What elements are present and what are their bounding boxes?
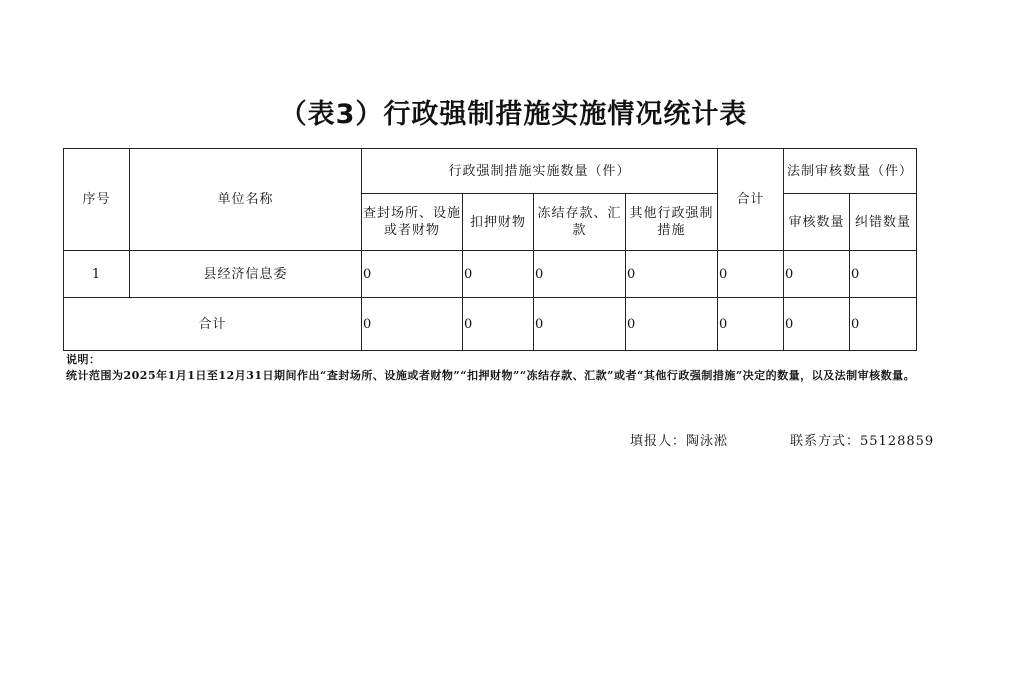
total-other: 0	[626, 298, 718, 351]
header-seal: 查封场所、设施或者财物	[362, 194, 463, 251]
header-unit-name: 单位名称	[130, 149, 362, 251]
cell-correction-count: 0	[850, 251, 917, 298]
statistics-table	[63, 148, 917, 351]
table-row	[64, 251, 917, 298]
contact-info: 联系方式：55128859	[790, 434, 935, 449]
cell-seq: 1	[64, 251, 130, 298]
header-row-1	[64, 149, 917, 194]
cell-seal: 0	[362, 251, 463, 298]
reporter: 填报人：陶泳淞	[630, 434, 729, 449]
cell-detain: 0	[463, 251, 534, 298]
total-detain: 0	[463, 298, 534, 351]
cell-total: 0	[718, 251, 784, 298]
header-detain: 扣押财物	[463, 194, 534, 251]
page-title: （表3）行政强制措施实施情况统计表	[279, 99, 748, 130]
cell-unit-name: 县经济信息委	[130, 251, 362, 298]
total-review-count: 0	[784, 298, 850, 351]
total-total: 0	[718, 298, 784, 351]
header-review-count: 审核数量	[784, 194, 850, 251]
header-correction-count: 纠错数量	[850, 194, 917, 251]
header-freeze: 冻结存款、汇款	[534, 194, 626, 251]
cell-other: 0	[626, 251, 718, 298]
header-seq: 序号	[64, 149, 130, 251]
total-row	[64, 298, 917, 351]
notes-text: 统计范围为2025年1月1日至12月31日期间作出“查封场所、设施或者财物”“扣押财物”“冻结存款、汇款”或者“其他行政强制措施”决定的数量，以及法制审核数量。	[66, 369, 916, 382]
cell-review-count: 0	[784, 251, 850, 298]
header-measures-group: 行政强制措施实施数量（件）	[362, 149, 718, 194]
total-seal: 0	[362, 298, 463, 351]
cell-freeze: 0	[534, 251, 626, 298]
header-total: 合计	[718, 149, 784, 251]
total-row-label: 合计	[64, 298, 362, 351]
total-correction-count: 0	[850, 298, 917, 351]
total-freeze: 0	[534, 298, 626, 351]
header-legal-review-group: 法制审核数量（件）	[784, 149, 917, 194]
header-other: 其他行政强制措施	[626, 194, 718, 251]
notes-label: 说明：	[66, 353, 101, 366]
